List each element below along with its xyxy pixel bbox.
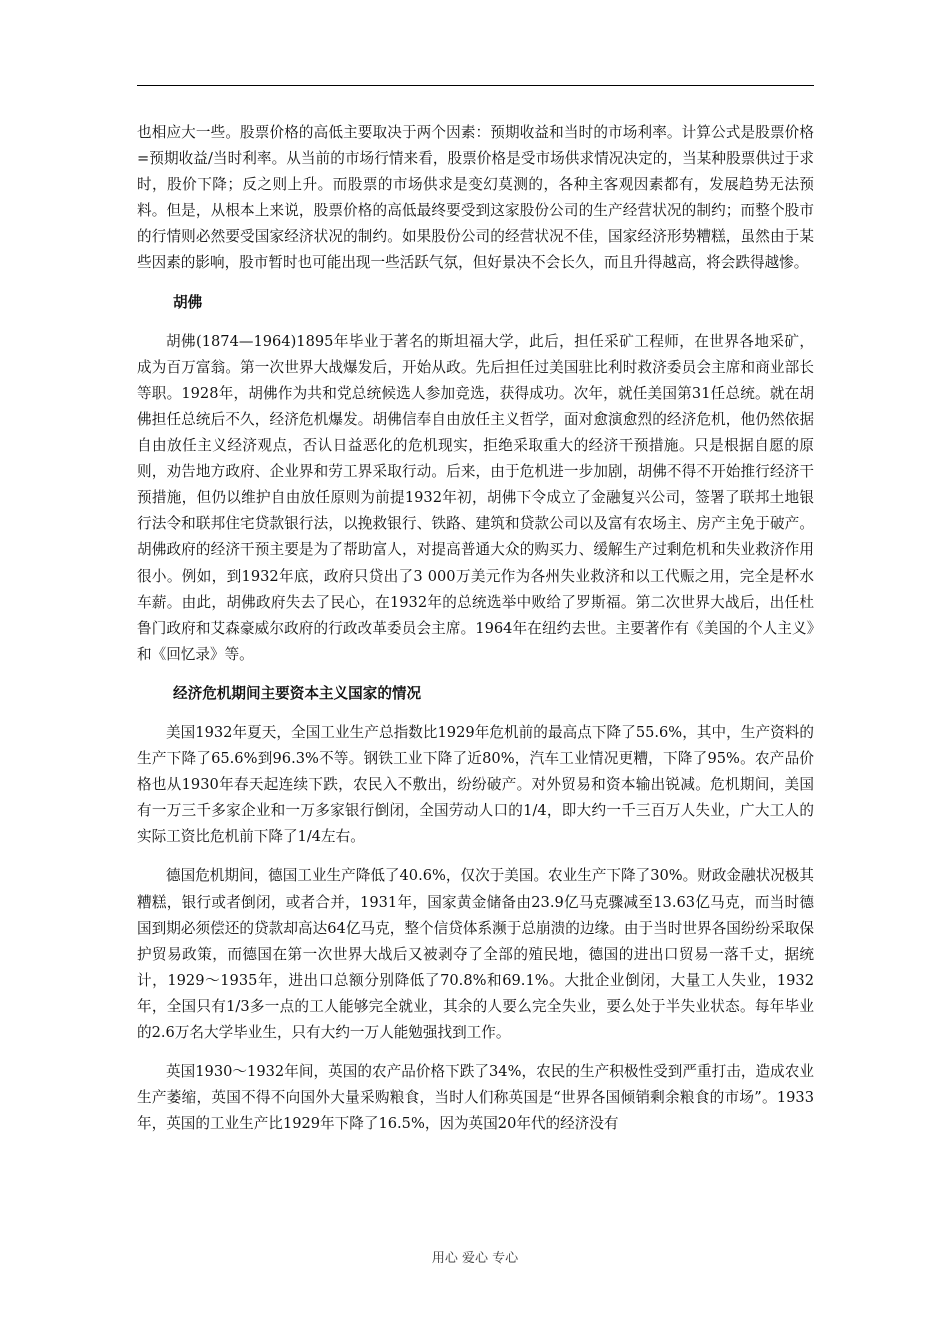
section-heading-hoover: 胡佛 bbox=[173, 293, 203, 311]
paragraph-gap bbox=[137, 1046, 814, 1059]
section-heading-crisis-countries: 经济危机期间主要资本主义国家的情况 bbox=[173, 684, 422, 702]
paragraph-stock-price: 也相应大一些。股票价格的高低主要取决于两个因素：预期收益和当时的市场利率。计算公式是股票价格=预期收益/当时利率。从当前的市场行情来看，股票价格是受市场供求情况决定的，当某种股票供过于求时，股价下降；反之则上升。而股票的市场供求是变幻莫测的，各种主客观因素都有，发展趋势无法预料。但是，从根本上来说，股票价格的高低最终要受到这家股份公司的生产经营状况的制约；而整个股市的行情则必然要受国家经济状况的制约。如果股份公司的经营状况不佳，国家经济形势糟糕，虽然由于某些因素的影响，股市暂时也可能出现一些活跃气氛，但好景决不会长久，而且升得越高，将会跌得越惨。 bbox=[137, 124, 814, 272]
paragraph-usa: 美国1932年夏天，全国工业生产总指数比1929年危机前的最高点下降了55.6%，其中，生产资料的生产下降了65.6%到96.3%不等。钢铁工业下降了近80%，汽车工业情况更糟，下降了95%。农产品价格也从1930年春天起连续下跌，农民入不敷出，纷纷破产。对外贸易和资本输出锐减。危机期间，美国有一万三千多家企业和一万多家银行倒闭，全国劳动人口的1/4，即大约一千三百万人失业，广大工人的实际工资比危机前下降了1/4左右。 bbox=[137, 723, 814, 846]
paragraph-gap bbox=[137, 668, 814, 681]
paragraph-hoover-biography: 胡佛(1874—1964)1895年毕业于著名的斯坦福大学，此后，担任采矿工程师，在世界各地采矿，成为百万富翁。第一次世界大战爆发后，开始从政。先后担任过美国驻比利时救济委员会主席和商业部长等职。1928年，胡佛作为共和党总统候选人参加竞选，获得成功。次年，就任美国第31任总统。就在胡佛担任总统后不久，经济危机爆发。胡佛信奉自由放任主义哲学，面对愈演愈烈的经济危机，他仍然依据自由放任主义经济观点，否认日益恶化的危机现实，拒绝采取重大的经济干预措施。只是根据自愿的原则，劝告地方政府、企业界和劳工界采取行动。后来，由于危机进一步加剧，胡佛不得不开始推行经济干预措施，但仍以维护自由放任原则为前提1932年初，胡佛下令成立了金融复兴公司，签署了联邦土地银行法令和联邦住宅贷款银行法，以挽救银行、铁路、建筑和贷款公司以及富有农场主、房产主免于破产。胡佛政府的经济干预主要是为了帮助富人，对提高普通大众的购买力、缓解生产过剩危机和失业救济作用很小。例如，到1932年底，政府只贷出了3 000万美元作为各州失业救济和以工代赈之用，完全是杯水车薪。由此，胡佛政府失去了民心，在1932年的总统选举中败给了罗斯福。第二次世界大战后，出任杜鲁门政府和艾森豪威尔政府的行政改革委员会主席。1964年在纽约去世。主要著作有《美国的个人主义》和《回忆录》等。 bbox=[137, 332, 814, 663]
paragraph-gap bbox=[137, 277, 814, 290]
paragraph-britain: 英国1930～1932年间，英国的农产品价格下跌了34%，农民的生产积极性受到严重打击，造成农业生产萎缩，英国不得不向国外大量采购粮食，当时人们称英国是“世界各国倾销剩余粮食的市场”。1933年，英国的工业生产比1929年下降了16.5%，因为英国20年代的经济没有 bbox=[137, 1063, 814, 1133]
paragraph-gap bbox=[137, 316, 814, 329]
paragraph-gap bbox=[137, 850, 814, 863]
page-footer: 用心 爱心 专心 bbox=[431, 1251, 519, 1266]
header-rule bbox=[137, 85, 814, 86]
document-body bbox=[137, 120, 814, 1137]
paragraph-gap bbox=[137, 707, 814, 720]
paragraph-germany: 德国危机期间，德国工业生产降低了40.6%，仅次于美国。农业生产下降了30%。财政金融状况极其糟糕，银行或者倒闭，或者合并，1931年，国家黄金储备由23.9亿马克骤减至13.63亿马克，而当时德国到期必须偿还的贷款却高达64亿马克，整个信贷体系濒于总崩溃的边缘。由于当时世界各国纷纷采取保护贸易政策，而德国在第一次世界大战后又被剥夺了全部的殖民地，德国的进出口贸易一落千丈，据统计，1929～1935年，进出口总额分别降低了70.8%和69.1%。大批企业倒闭，大量工人失业，1932年，全国只有1/3多一点的工人能够完全就业，其余的人要么完全失业，要么处于半失业状态。每年毕业的2.6万名大学毕业生，只有大约一万人能勉强找到工作。 bbox=[137, 867, 814, 1041]
